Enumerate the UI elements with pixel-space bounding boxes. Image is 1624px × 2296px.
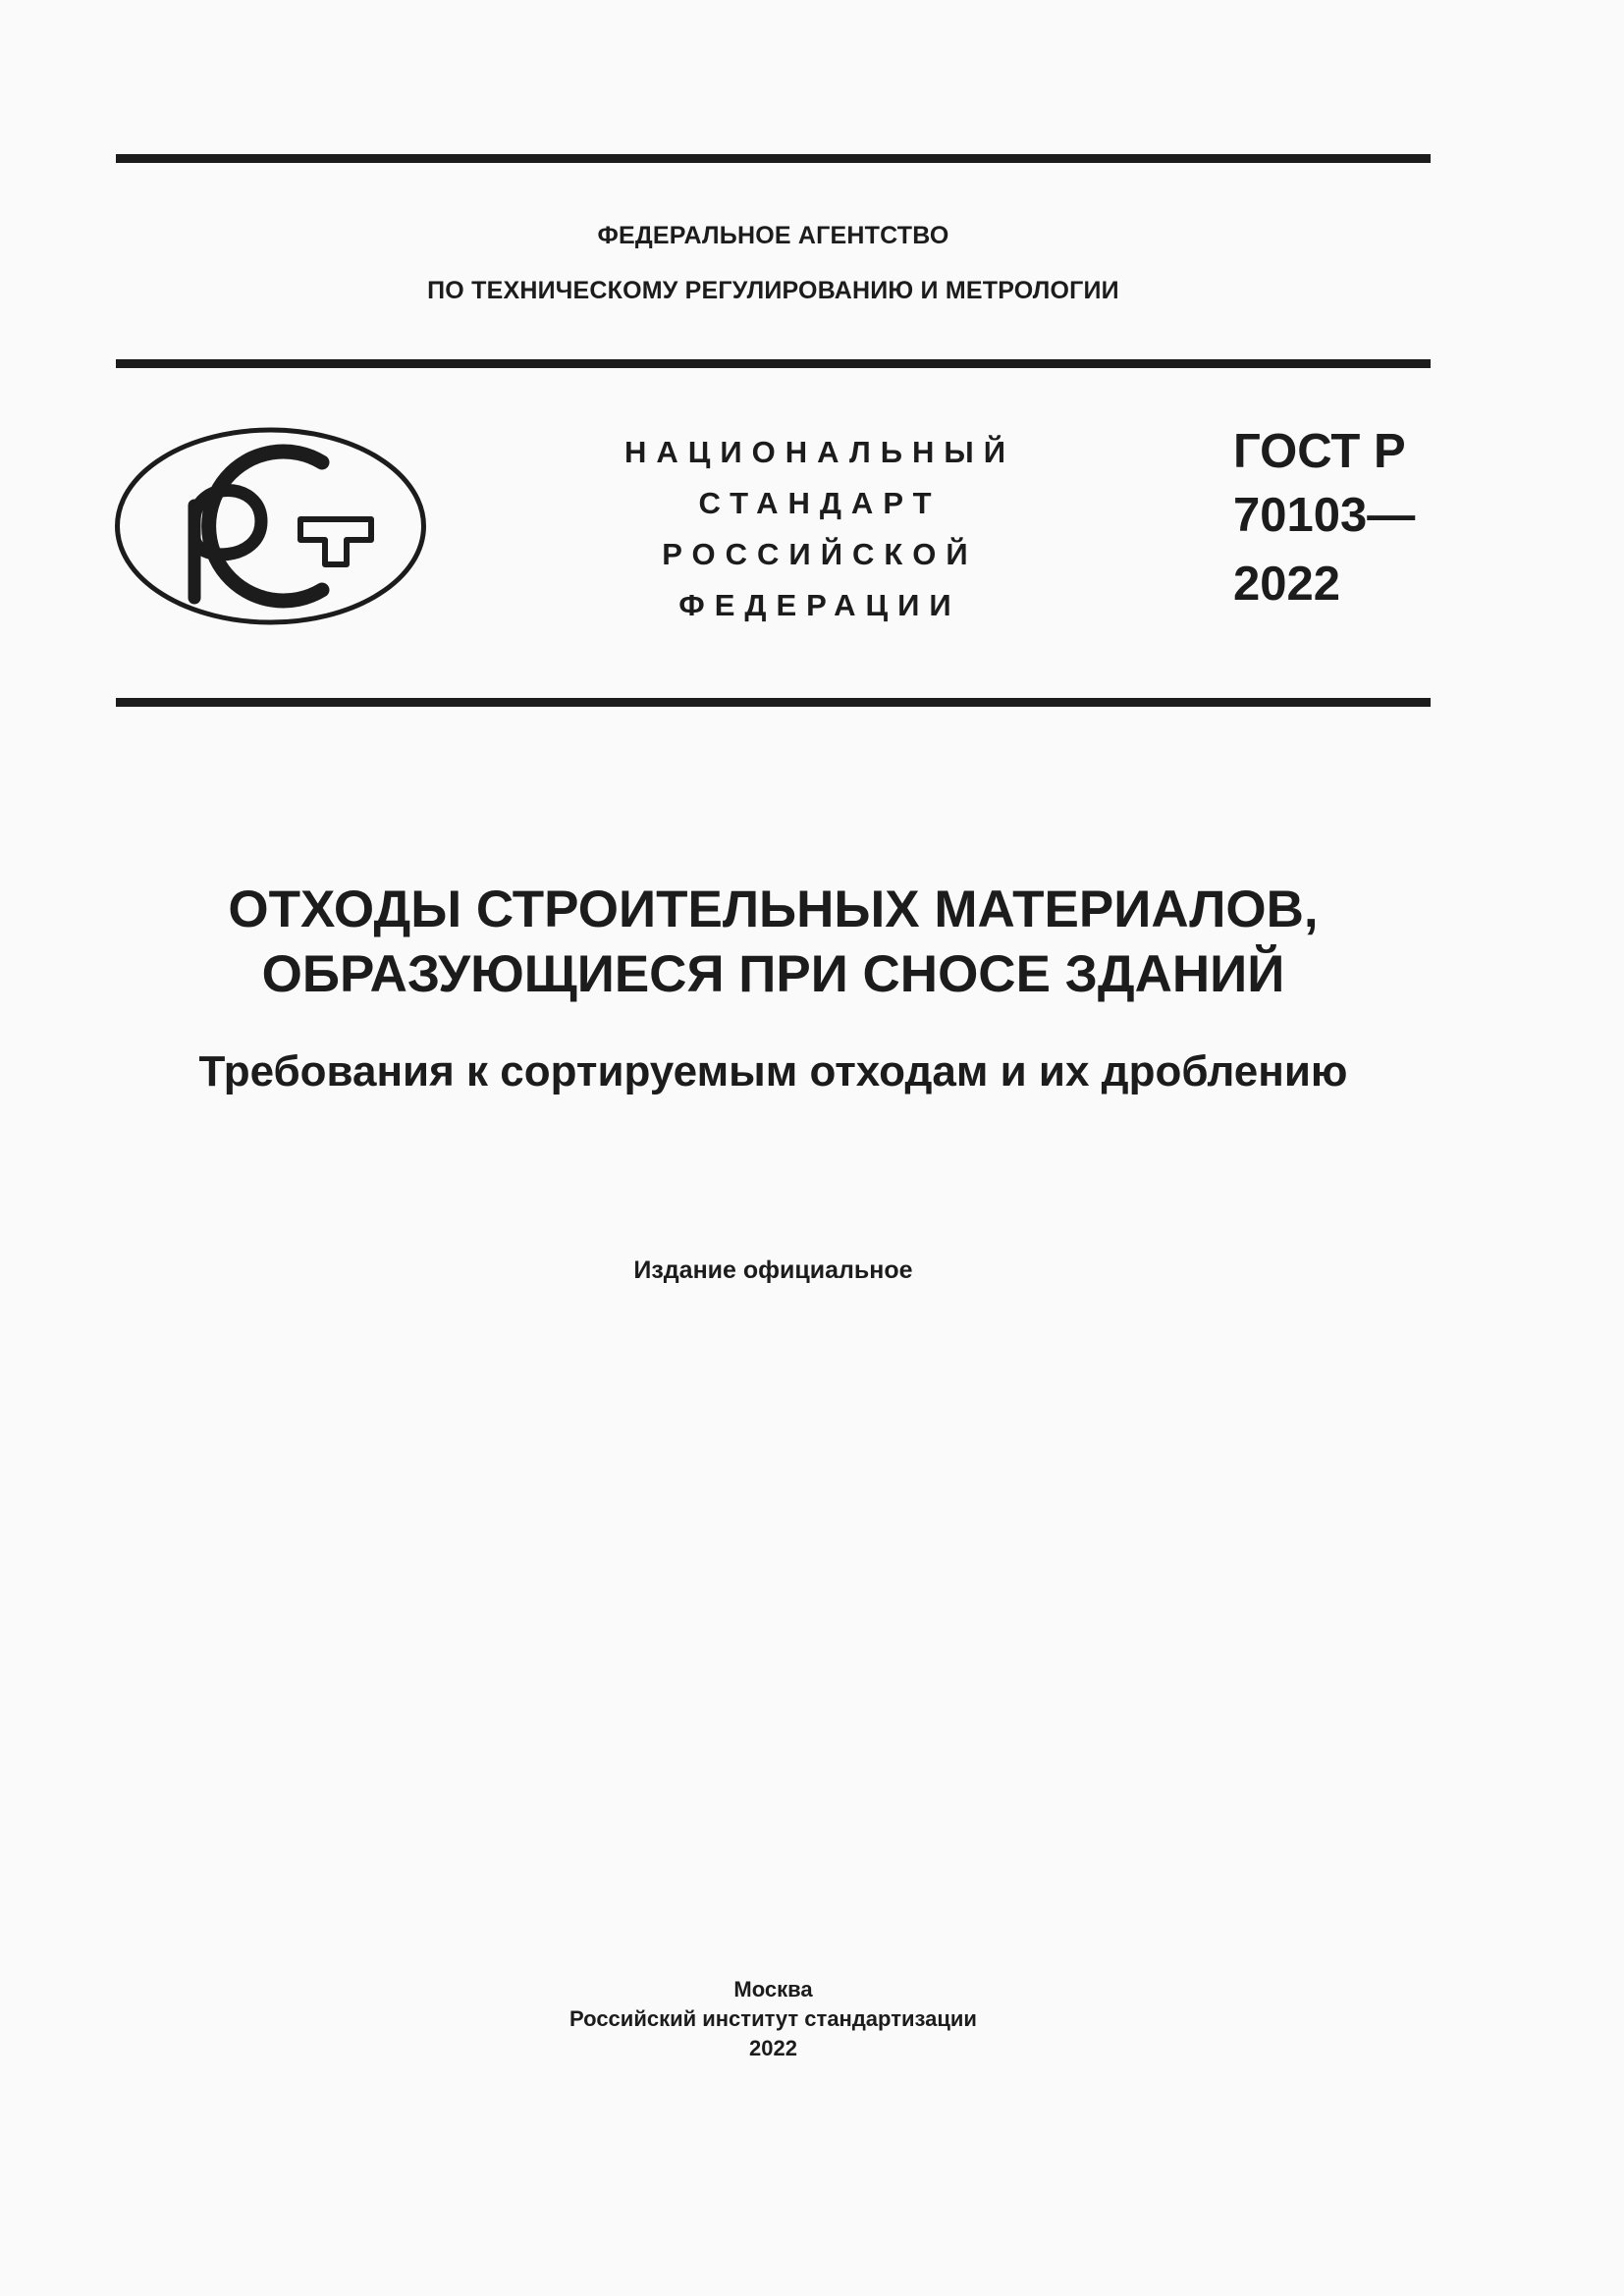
header-rule — [116, 359, 1431, 368]
national-standard-line-4: ФЕДЕРАЦИИ — [678, 588, 961, 622]
imprint-year: 2022 — [749, 2036, 797, 2060]
national-standard-line-3: РОССИЙСКОЙ — [662, 537, 978, 571]
gost-designation-line-3: 2022 — [1233, 558, 1341, 611]
document-title-line-2: ОБРАЗУЮЩИЕСЯ ПРИ СНОСЕ ЗДАНИЙ — [261, 945, 1285, 1003]
document-subtitle: Требования к сортируемым отходам и их дроблению — [198, 1047, 1348, 1095]
imprint-city: Москва — [733, 1977, 813, 2002]
national-standard-line-2: СТАНДАРТ — [698, 486, 942, 520]
standard-block-rule — [116, 698, 1431, 707]
gost-designation-line-2: 70103— — [1233, 489, 1416, 542]
gost-designation-line-1: ГОСТ Р — [1233, 425, 1406, 478]
edition-label: Издание официальное — [633, 1256, 913, 1284]
imprint-publisher: Российский институт стандартизации — [569, 2006, 977, 2031]
top-rule — [116, 154, 1431, 163]
national-standard-line-1: НАЦИОНАЛЬНЫЙ — [623, 435, 1016, 469]
rst-mark-icon — [114, 425, 427, 627]
agency-name-line-1: ФЕДЕРАЛЬНОЕ АГЕНТСТВО — [597, 222, 949, 249]
agency-name-line-2: ПО ТЕХНИЧЕСКОМУ РЕГУЛИРОВАНИЮ И МЕТРОЛОГИИ — [427, 277, 1119, 304]
document-title-line-1: ОТХОДЫ СТРОИТЕЛЬНЫХ МАТЕРИАЛОВ, — [228, 881, 1319, 938]
